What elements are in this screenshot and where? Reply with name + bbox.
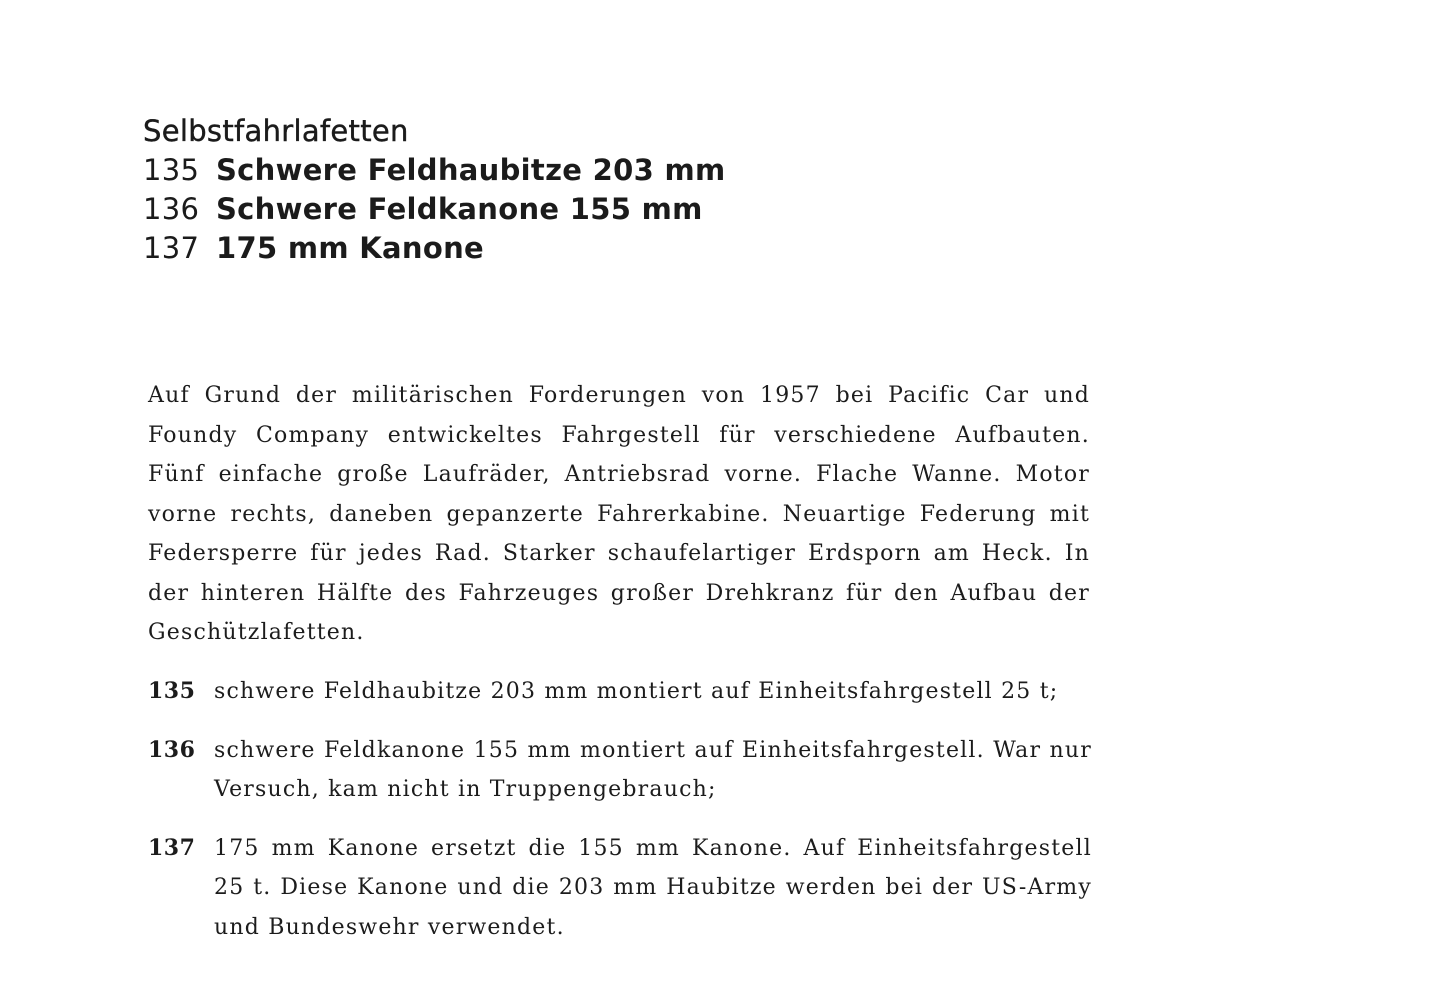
heading-item-number: 136 [143, 192, 200, 226]
entry-136 [148, 731, 1092, 810]
heading-item-title: Schwere Feldhaubitze 203 mm [216, 153, 726, 187]
entry-137 [148, 829, 1092, 948]
heading-item-number: 135 [143, 153, 200, 187]
entry-135 [148, 672, 1092, 712]
entry-number: 135 [148, 678, 196, 704]
heading-block [143, 112, 725, 268]
entry-number: 136 [148, 736, 196, 763]
heading-item-number: 137 [143, 231, 200, 265]
heading-item-title: 175 mm Kanone [216, 231, 484, 265]
description-paragraph: Auf Grund der militärischen Forderungen von 1957 bei Pacific Car und Foundy Company entwickeltes Fahrgestell für verschiedene Aufbauten. Fünf einfache große Laufräder, Antriebsrad vorne. Flache Wanne. Motor vorne rechts, daneben gepanzerte Fahrerkabine. Neuartige Federung mit Federsperre für jedes Rad. Starker schaufelartiger Erdsporn am Heck. In der hinteren Hälfte des Fahrzeuges großer Drehkranz für den Aufbau der Geschützlafetten. [148, 383, 1090, 645]
heading-item-136 [143, 190, 725, 229]
page-title: Selbstfahrlafetten [143, 114, 409, 148]
heading-item-135 [143, 151, 725, 190]
entry-list [148, 672, 1092, 966]
heading-item-137 [143, 229, 725, 268]
heading-item-title: Schwere Feldkanone 155 mm [216, 192, 703, 226]
entry-text: 175 mm Kanone ersetzt die 155 mm Kanone. Auf Einheitsfahrgestell 25 t. Diese Kanone und die 203 mm Haubitze werden bei der US-Army und Bundeswehr verwendet. [214, 835, 1092, 940]
entry-text: schwere Feldhaubitze 203 mm montiert auf Einheitsfahrgestell 25 t; [214, 679, 1059, 704]
entry-number: 137 [148, 834, 196, 861]
entry-text: schwere Feldkanone 155 mm montiert auf Einheitsfahrgestell. War nur Versuch, kam nicht in Truppengebrauch; [214, 737, 1092, 802]
